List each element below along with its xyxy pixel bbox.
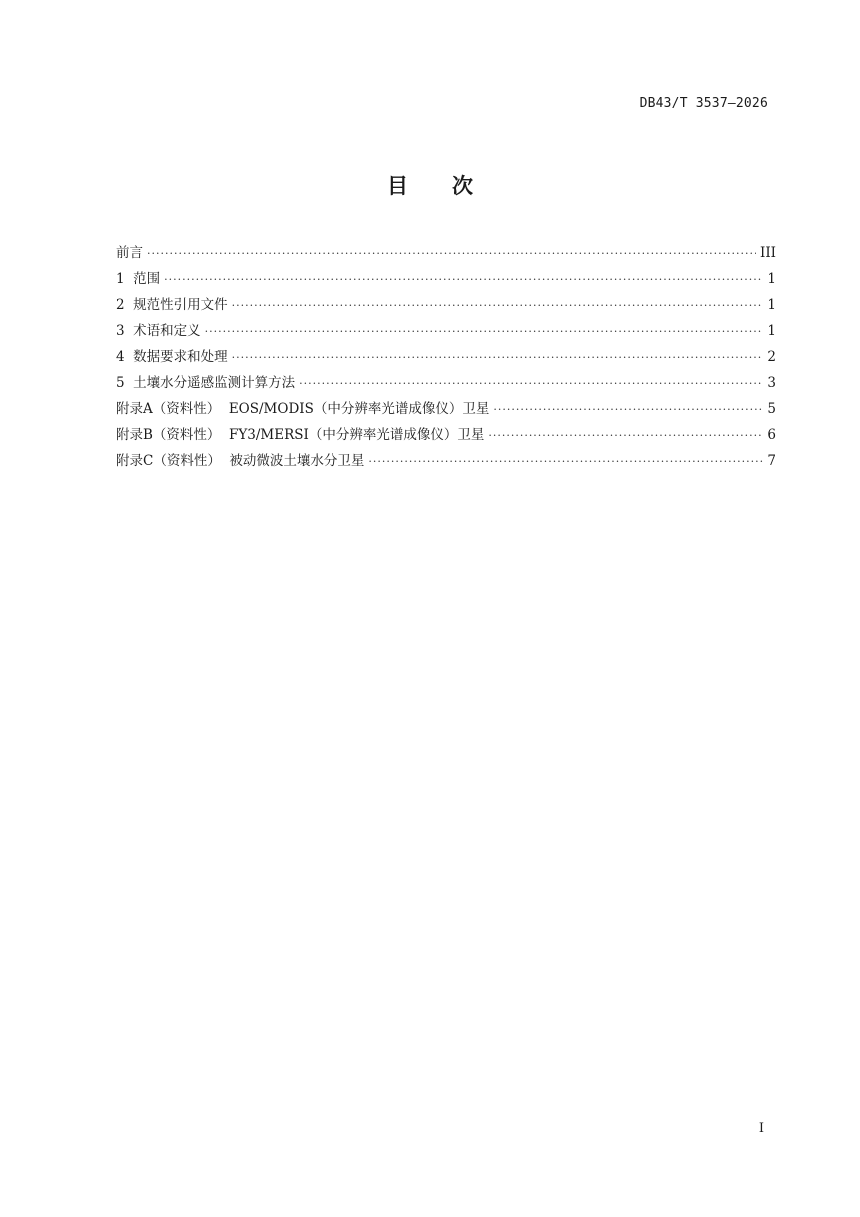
table-of-contents (116, 241, 776, 475)
toc-entry-foreword[interactable] (116, 241, 776, 267)
toc-entry-page: 1 (767, 297, 776, 313)
toc-entry-page: III (760, 245, 776, 261)
toc-leader (299, 377, 763, 390)
standard-code: DB43/T 3537—2026 (639, 96, 768, 111)
toc-entry-label: 3 术语和定义 (116, 323, 201, 339)
toc-entry-page: 1 (767, 323, 776, 339)
toc-entry-page: 1 (767, 271, 776, 287)
toc-entry-page: 2 (767, 349, 776, 365)
toc-entry-label: 附录B（资料性） FY3/MERSI（中分辨率光谱成像仪）卫星 (116, 427, 485, 443)
page-number: I (758, 1121, 764, 1136)
toc-leader (164, 273, 763, 286)
toc-entry-page: 7 (767, 453, 776, 469)
toc-entry-terms[interactable] (116, 319, 776, 345)
toc-entry-label: 附录C（资料性） 被动微波土壤水分卫星 (116, 453, 365, 469)
toc-entry-appendix-b[interactable] (116, 423, 776, 449)
toc-leader (147, 247, 756, 260)
toc-entry-label: 前言 (116, 245, 143, 261)
toc-entry-label: 5 土壤水分遥感监测计算方法 (116, 375, 296, 391)
toc-leader (232, 299, 764, 312)
toc-leader (368, 455, 763, 468)
toc-entry-normative-references[interactable] (116, 293, 776, 319)
page-title (0, 170, 860, 200)
toc-leader (493, 403, 763, 416)
toc-leader (488, 429, 763, 442)
toc-entry-appendix-c[interactable] (116, 449, 776, 475)
toc-leader (205, 325, 764, 338)
toc-entry-label: 2 规范性引用文件 (116, 297, 228, 313)
toc-entry-label: 附录A（资料性） EOS/MODIS（中分辨率光谱成像仪）卫星 (116, 401, 490, 417)
toc-entry-page: 6 (767, 427, 776, 443)
toc-leader (232, 351, 764, 364)
toc-entry-scope[interactable] (116, 267, 776, 293)
toc-entry-appendix-a[interactable] (116, 397, 776, 423)
toc-entry-label: 1 范围 (116, 271, 161, 287)
title-char-2: 次 (452, 174, 473, 198)
toc-entry-calculation-method[interactable] (116, 371, 776, 397)
title-char-1: 目 (387, 174, 408, 198)
toc-entry-page: 3 (767, 375, 776, 391)
toc-entry-page: 5 (767, 401, 776, 417)
toc-entry-data-requirements[interactable] (116, 345, 776, 371)
toc-entry-label: 4 数据要求和处理 (116, 349, 228, 365)
